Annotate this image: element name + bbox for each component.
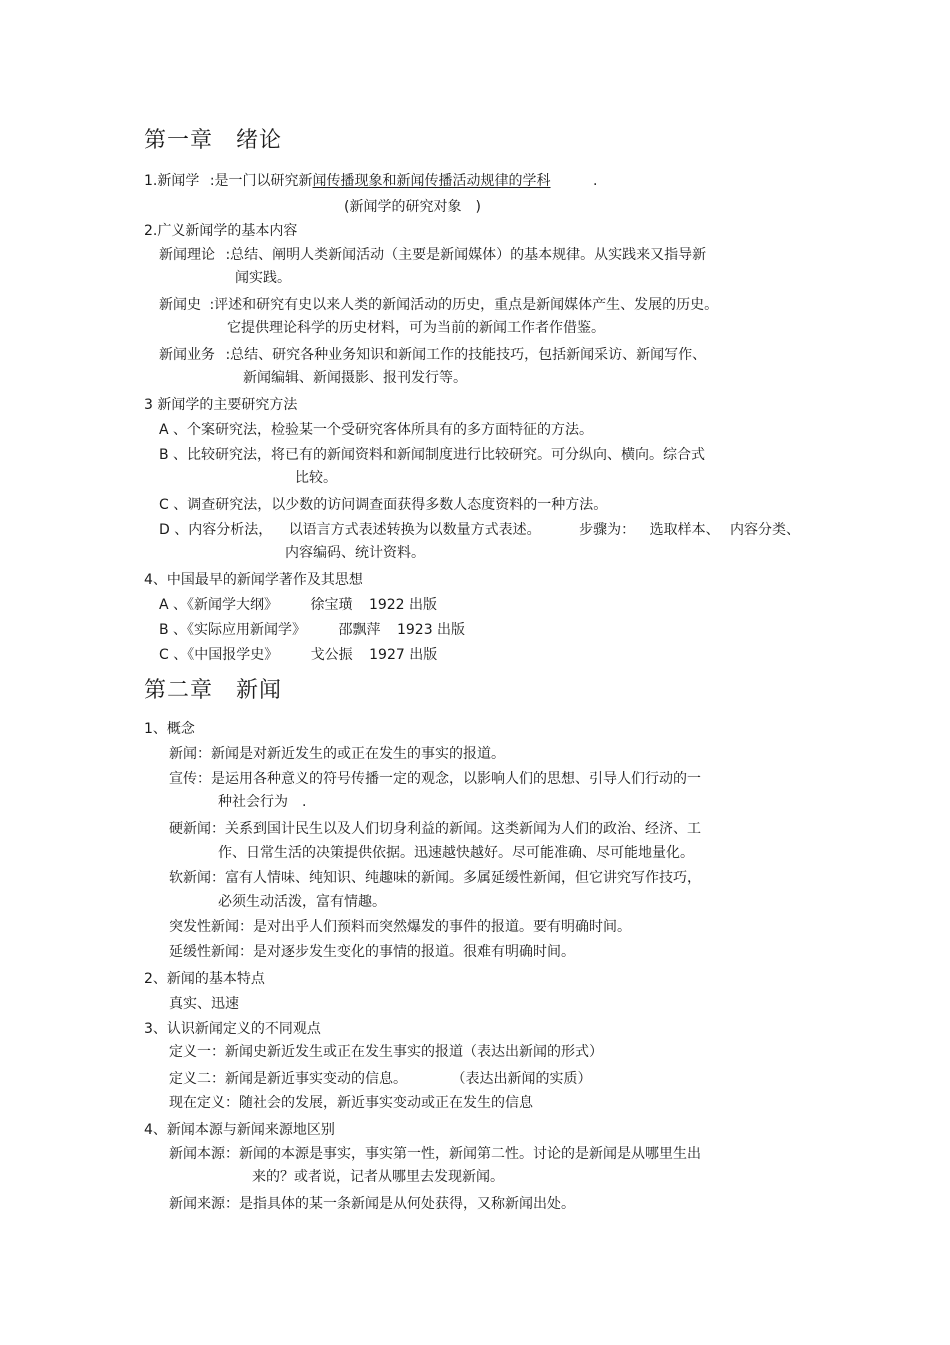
definition-one: 定义一：新闻史新近发生或正在发生事实的报道（表达出新闻的形式） — [169, 1044, 603, 1060]
book-a-author: 徐宝璜 — [310, 597, 353, 613]
definition-now: 现在定义：随社会的发展，新近事实变动或正在发生的信息 — [169, 1095, 533, 1111]
news-origin-cont: 来的？或者说，记者从哪里去发现新闻。 — [252, 1169, 504, 1185]
news-business-text: :总结、研究各种业务知识和新闻工作的技能技巧，包括新闻采访、新闻写作、 — [225, 347, 707, 363]
soft-news-cont: 必须生动活泼，富有情趣。 — [218, 894, 386, 910]
book-c-year: 1927 出版 — [369, 647, 438, 663]
news-business-label: 新闻业务 — [159, 347, 215, 363]
definition-two — [169, 1070, 591, 1088]
method-a: A 、个案研究法，检验某一个受研究客体所具有的多方面特征的方法。 — [159, 422, 594, 438]
news-definition: 新闻：新闻是对新近发生的或正在发生的事实的报道。 — [169, 746, 505, 762]
book-a — [159, 596, 437, 614]
ch1-s1-label: 1.新闻学 — [144, 173, 200, 189]
book-a-title: A 、《新闻学大纲》 — [159, 597, 279, 613]
news-history-item — [159, 296, 718, 314]
method-d-label: D 、内容分析法， — [159, 522, 273, 538]
news-theory-text: :总结、阐明人类新闻活动（主要是新闻媒体）的基本规律。从实践来又指导新 — [225, 247, 707, 263]
propaganda-cont: 种社会行为 . — [218, 794, 307, 810]
ch2-section-1-title: 1、概念 — [144, 721, 195, 737]
ch1-section-3-title: 3 新闻学的主要研究方法 — [144, 397, 298, 413]
hard-news-cont: 作、日常生活的决策提供依据。迅速越快越好。尽可能准确、尽可能地量化。 — [218, 845, 694, 861]
book-c-title: C 、《中国报学史》 — [159, 647, 279, 663]
method-c: C 、调查研究法，以少数的访问调查面获得多数人态度资料的一种方法。 — [159, 497, 608, 513]
method-d-steps: 步骤为： — [579, 522, 636, 538]
method-d — [159, 521, 800, 539]
definition-two-text: 定义二：新闻是新近事实变动的信息。 — [169, 1071, 407, 1087]
book-b-year: 1923 出版 — [396, 622, 466, 638]
news-features: 真实、迅速 — [169, 996, 239, 1012]
method-b-cont: 比较。 — [295, 470, 337, 486]
sudden-news-definition: 突发性新闻：是对出乎人们预料而突然爆发的事件的报道。要有明确时间。 — [169, 919, 631, 935]
method-d-text: 以语言方式表述转换为以数量方式表述。 — [288, 522, 541, 538]
news-history-text: :评述和研究有史以来人类的新闻活动的历史，重点是新闻媒体产生、发展的历史。 — [209, 297, 719, 313]
hard-news-definition: 硬新闻：关系到国计民生以及人们切身利益的新闻。这类新闻为人们的政治、经济、工 — [169, 821, 701, 837]
news-origin: 新闻本源：新闻的本源是事实，事实第一性，新闻第二性。讨论的是新闻是从哪里生出 — [169, 1146, 701, 1162]
propaganda-definition: 宣传：是运用各种意义的符号传播一定的观念，以影响人们的思想、引导人们行动的一 — [169, 771, 701, 787]
soft-news-definition: 软新闻：富有人情味、纯知识、纯趣味的新闻。多属延缓性新闻，但它讲究写作技巧， — [169, 870, 701, 886]
ch1-s1-note: (新闻学的研究对象 ) — [344, 199, 481, 215]
ch2-section-3-title: 3、认识新闻定义的不同观点 — [144, 1021, 321, 1037]
book-c-author: 戈公振 — [310, 647, 353, 663]
ch1-s1-prefix: :是一门以研究新 — [209, 173, 313, 189]
ch2-section-4-title: 4、新闻本源与新闻来源地区别 — [144, 1122, 335, 1138]
news-theory-label: 新闻理论 — [159, 247, 215, 263]
news-history-cont: 它提供理论科学的历史材料，可为当前的新闻工作者作借鉴。 — [227, 320, 605, 336]
ch2-section-2-title: 2、新闻的基本特点 — [144, 971, 265, 987]
news-business-item — [159, 346, 706, 364]
book-c — [159, 646, 437, 664]
book-b-title: B 、《实际应用新闻学》 — [159, 622, 307, 638]
chapter-1-title: 第一章 绪论 — [144, 128, 283, 153]
book-a-year: 1922 出版 — [368, 597, 438, 613]
delayed-news-definition: 延缓性新闻：是对逐步发生变化的事情的报道。很难有明确时间。 — [169, 944, 575, 960]
news-theory-item — [159, 246, 706, 264]
news-source: 新闻来源：是指具体的某一条新闻是从何处获得，又称新闻出处。 — [169, 1196, 575, 1212]
method-d-step-1: 选取样本、 — [649, 522, 720, 538]
news-theory-cont: 闻实践。 — [235, 270, 291, 286]
method-d-step-2: 内容分类、 — [730, 522, 801, 538]
ch1-s1-dot: . — [592, 173, 598, 189]
method-d-cont: 内容编码、统计资料。 — [285, 545, 425, 561]
ch1-section-1 — [144, 172, 597, 190]
ch1-s1-definition: 闻传播现象和新闻传播活动规律的学科 — [312, 173, 551, 189]
definition-two-note: （表达出新闻的实质） — [451, 1071, 592, 1087]
book-b-author: 邵飘萍 — [338, 622, 381, 638]
ch1-section-2-title: 2.广义新闻学的基本内容 — [144, 223, 298, 239]
news-business-cont: 新闻编辑、新闻摄影、报刊发行等。 — [243, 370, 467, 386]
book-b — [159, 621, 465, 639]
news-history-label: 新闻史 — [159, 297, 201, 313]
ch1-section-4-title: 4、中国最早的新闻学著作及其思想 — [144, 572, 363, 588]
method-b: B 、比较研究法，将已有的新闻资料和新闻制度进行比较研究。可分纵向、横向。综合式 — [159, 447, 706, 463]
chapter-2-title: 第二章 新闻 — [144, 678, 283, 703]
